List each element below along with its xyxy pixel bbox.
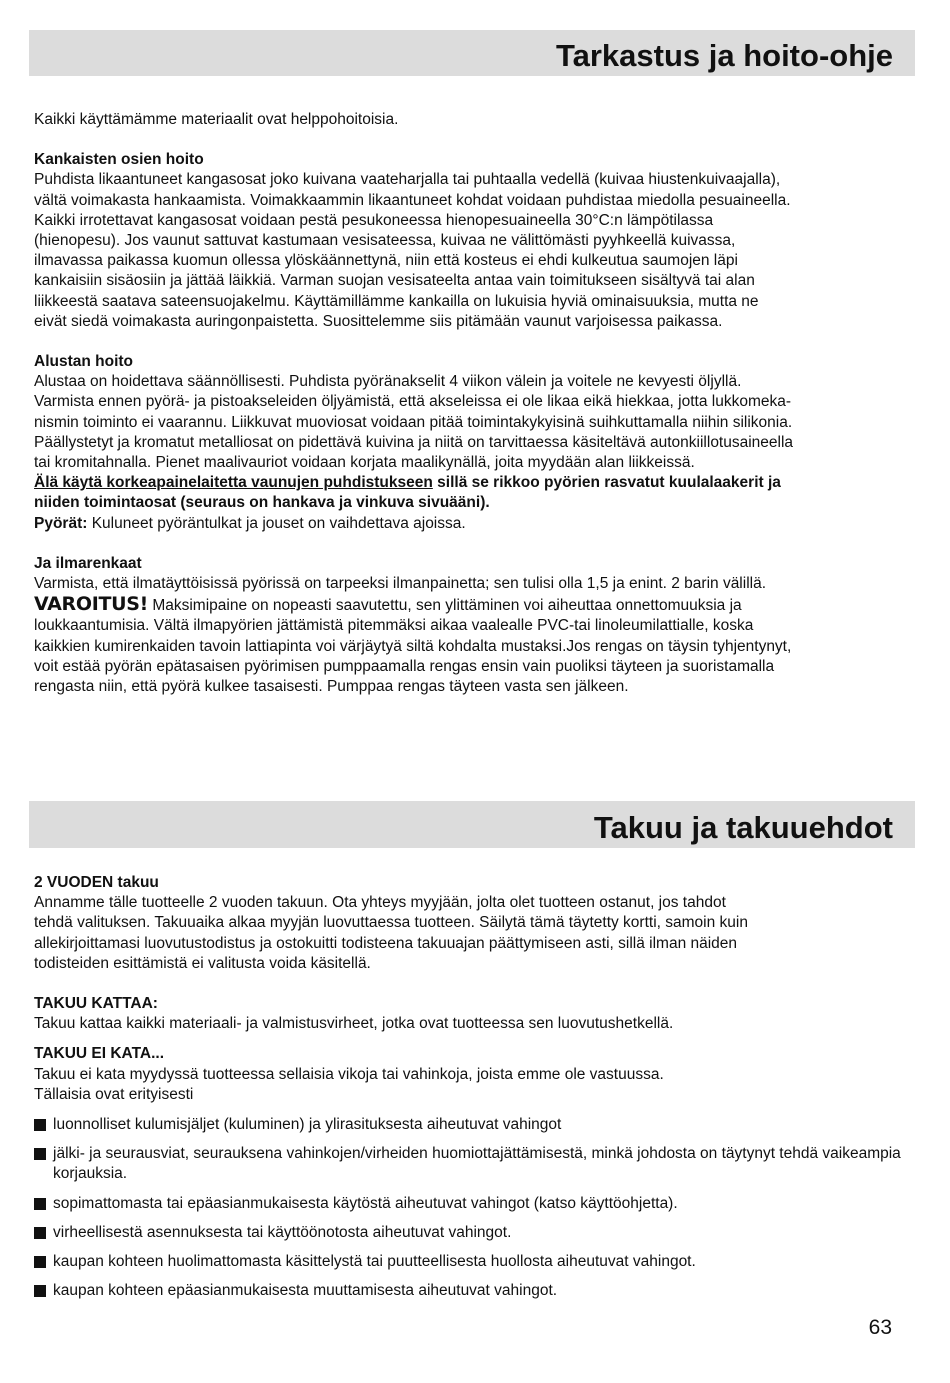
covers-heading: TAKUU KATTAA:: [34, 995, 158, 1013]
square-bullet-icon: [34, 1198, 46, 1210]
square-bullet-icon: [34, 1285, 46, 1297]
warranty-line: allekirjoittamasi luovutustodistus ja ostokuitti todisteena takuuajan päättymiseen asti, sillä ilman näiden: [34, 934, 738, 952]
list-item-text: kaupan kohteen epäasianmukaisesta muuttamisesta aiheutuvat vahingot.: [53, 1282, 558, 1300]
square-bullet-icon: [34, 1256, 46, 1268]
pressure-washer-warning: [34, 473, 904, 493]
section-title: Tarkastus ja hoito-ohje: [555, 38, 893, 73]
section-title: Takuu ja takuuehdot: [593, 810, 893, 845]
section-title-banner: [29, 30, 915, 76]
list-item-text: jälki- ja seurausviat, seurauksena vahinkojen/virheiden huomiottajättämisestä, minkä johdosta on täytynyt tehdä vaikeampia korjauksia.: [53, 1145, 901, 1183]
list-item-text: virheellisestä asennuksesta tai käyttöönotosta aiheutuvat vahingot.: [53, 1223, 512, 1241]
page-number: 63: [868, 1316, 892, 1339]
chassis-line: nismin toiminto ei vaarannu. Liikkuvat muoviosat voidaan pitää toimintakykyisinä suihkuttamalla niihin silikonia.: [34, 413, 793, 431]
tyres-heading: Ja ilmarenkaat: [34, 554, 142, 572]
chassis-line: Alustaa on hoidettava säännöllisesti. Puhdista pyöränakselit 4 viikon välein ja voitele ne kevyesti öljyllä.: [34, 373, 742, 391]
warning-label: VAROITUS!: [34, 593, 149, 616]
chassis-line: Päällystetyt ja kromatut metalliosat on pidettävä kuivina ja niitä on tarvittaessa käsiteltävä autonkiillotusaineella: [34, 433, 794, 451]
fabric-line: liikkeestä saatava sateensuojakelmu. Käyttämillämme kankailla on lukuisia hyviä ominaisuuksia, mutta ne: [34, 292, 759, 310]
chassis-line: Varmista ennen pyörä- ja pistoakseleiden öljyämistä, että akseleissa ei ole likaa eikä hiekkaa, jotta lukkomeka-: [34, 393, 792, 411]
tyres-line: rengasta niin, että pyörä kulkee tasaisesti. Pumppaa rengas täyteen vasta sen jälkeen.: [34, 678, 629, 696]
wheels-text: Kuluneet pyöräntulkat ja jouset on vaihdettava ajoissa.: [87, 514, 466, 532]
fabric-line: vältä voimakasta hankaamista. Voimakkaammin likaantuneet kohdat voidaan puhdistaa miedolla pesuaineella.: [34, 191, 791, 209]
fabric-line: Puhdista likaantuneet kangasosat joko kuivana vaateharjalla tai puhtaalla vedellä (kuivaa hiustenkuivaajalla),: [34, 171, 781, 189]
exclusions-list: [34, 1115, 904, 1301]
not-covers-line: Tällaisia ovat erityisesti: [34, 1085, 194, 1103]
warning-text-line2: niiden toimintaosat (seuraus on hankava ja vinkuva sivuääni).: [34, 494, 490, 512]
wheels-note: [34, 514, 904, 534]
fabric-heading: Kankaisten osien hoito: [34, 151, 204, 169]
square-bullet-icon: [34, 1119, 46, 1131]
list-item: [34, 1281, 904, 1301]
square-bullet-icon: [34, 1148, 46, 1160]
tyres-line: voit estää pyörän epätasaisen pyörimisen pumppaamalla rengas ensin vain puoliksi täyteen ja suoristamalla: [34, 657, 775, 675]
tyres-line: kaikkien kumirenkaiden tavoin lattiapinta voi värjäytyä siltä kohdalta mustaksi.Jos rengas on täysin tyhjentynyt,: [34, 637, 792, 655]
list-item: [34, 1252, 904, 1272]
list-item: [34, 1194, 904, 1214]
list-item: [34, 1115, 904, 1135]
list-item: [34, 1223, 904, 1243]
not-covers-heading: TAKUU EI KATA...: [34, 1045, 165, 1063]
warning-text: Maksimipaine on nopeasti saavutettu, sen ylittäminen voi aiheuttaa onnettomuuksia ja: [148, 597, 742, 615]
list-item: [34, 1144, 904, 1184]
warning-text: sillä se rikkoo pyörien rasvatut kuulalaakerit ja: [432, 474, 781, 492]
fabric-line: kankaisiin sisäosiin ja jättää läikkiä. Varman suojan vesisateelta antaa vain toimitukseen sisältyvä tai alan: [34, 272, 755, 290]
chassis-heading: Alustan hoito: [34, 353, 134, 371]
list-item-text: kaupan kohteen huolimattomasta käsittelystä tai puutteellisesta huollosta aiheutuvat vahingot.: [53, 1253, 696, 1271]
tyres-warning: [34, 594, 904, 616]
covers-text: Takuu kattaa kaikki materiaali- ja valmistusvirheet, jotka ovat tuotteessa sen luovutushetkellä.: [34, 1015, 674, 1033]
list-item-text: sopimattomasta tai epäasianmukaisesta käytöstä aiheutuvat vahingot (katso käyttöohjetta).: [53, 1194, 678, 1212]
fabric-line: (hienopesu). Jos vaunut sattuvat kastumaan vesisateessa, kuivaa ne välittömästi pyyhkeellä kuivassa,: [34, 232, 736, 250]
list-item-text: luonnolliset kulumisjäljet (kuluminen) ja ylirasituksesta aiheutuvat vahingot: [53, 1116, 562, 1134]
section-title-banner: [29, 801, 915, 848]
warranty-line: tehdä valituksen. Takuuaika alkaa myyjän luovuttaessa tuotteen. Säilytä tämä täytetty kortti, samoin kuin: [34, 914, 748, 932]
care-instructions-section: [34, 110, 904, 697]
warranty-line: Annamme tälle tuotteelle 2 vuoden takuun. Ota yhteys myyjään, jolta olet tuotteen ostanut, jos tahdot: [34, 894, 726, 912]
fabric-line: ilmavassa paikassa kuomun ollessa ylöskäännettynä, niin että kosteus ei ehdi kulkeutua saumojen läpi: [34, 252, 738, 270]
fabric-line: Kaikki irrotettavat kangasosat voidaan pestä pesukoneessa hienopesuaineella 30°C:n lämpötilassa: [34, 211, 714, 229]
warning-underlined-text: Älä käytä korkeapainelaitetta vaunujen puhdistukseen: [34, 474, 433, 492]
fabric-line: eivät siedä voimakasta auringonpaistetta. Suosittelemme siis pitämään vaunut varjoisessa paikassa.: [34, 312, 723, 330]
warranty-section: [34, 873, 904, 1310]
wheels-label: Pyörät:: [34, 514, 88, 532]
intro-text: Kaikki käyttämämme materiaalit ovat helppohoitoisia.: [34, 111, 399, 128]
tyres-line: Varmista, että ilmatäyttöisissä pyörissä on tarpeeksi ilmanpainetta; sen tulisi olla 1,5 ja enint. 2 barin välillä.: [34, 575, 767, 593]
chassis-line: tai kromitahnalla. Pienet maalivauriot voidaan korjata maalikynällä, joita myydään alan liikkeissä.: [34, 454, 695, 472]
tyres-line: loukkaantumisia. Vältä ilmapyörien jättämistä pitemmäksi aikaa vaalealle PVC-tai linoleumilattialle, koska: [34, 617, 754, 635]
warranty-line: todisteiden esittämistä ei valitusta voida käsitellä.: [34, 954, 371, 972]
square-bullet-icon: [34, 1227, 46, 1239]
not-covers-line: Takuu ei kata myydyssä tuotteessa sellaisia vikoja tai vahinkoja, joista emme ole vastuussa.: [34, 1065, 664, 1083]
two-year-heading: 2 VUODEN takuu: [34, 874, 159, 891]
